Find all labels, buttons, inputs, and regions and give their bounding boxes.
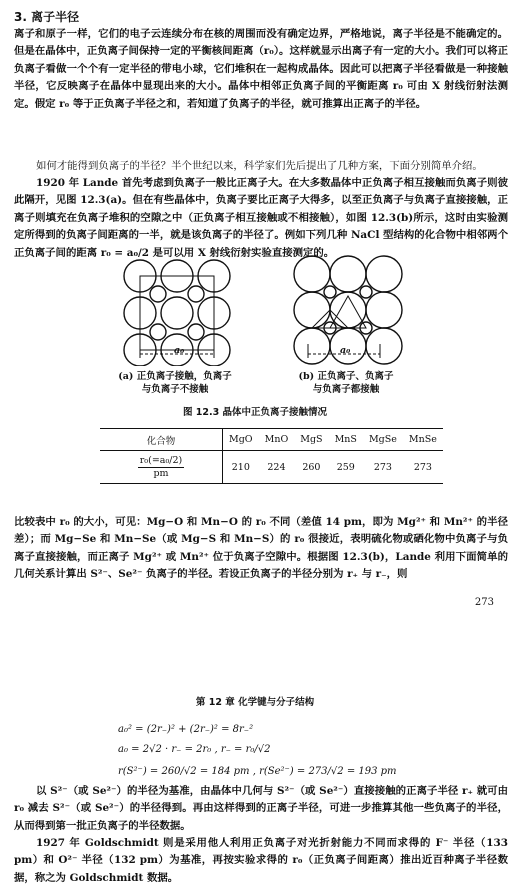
table-cell: MgS — [294, 429, 328, 451]
table-cell: 260 — [294, 451, 328, 484]
table-cell: 224 — [259, 451, 295, 484]
figure-caption: 图 12.3 晶体中正负离子接触情况 — [182, 407, 328, 418]
row-label-denominator: pm — [153, 467, 169, 479]
section-title: 3. 离子半径 — [14, 10, 80, 24]
lande-paragraph: 1920 年 Lande 首先考虑到负离子一般比正离子大。在大多数晶体中正负离子相互接触而负离子则彼此隔开，见图 12.3(a)。但在有些晶体中，负离子要比正离子大得多，以至正负离子与负离子直接接触，正离子则填充在负离子堆积的空隙之中（正负离子相互接触或不相接触），如图 12.3(b)所示，这时由实验测定所得到的负离子间距离的一半，就是该负离子的半径了。例如下列几种 NaCl 型结构的化合物中相邻两个正负离子间的距离 r₀ = a₀/2 是可以用 X 射线衍射实验直接测定的。 — [14, 177, 508, 259]
intro-paragraph: 离子和原子一样，它们的电子云连续分布在核的周围而没有确定边界，严格地说，离子半径是不能确定的。但是在晶体中，正负离子间保持一定的平衡核间距离（r₀）。这样就显示出离子有一定的大小。我们可以将正负离子看做一个个有一定半径的带电小球，它们堆积在一起构成晶体。因此可以把离子半径看做是一种接触半径，它反映离子在晶体中显现出来的大小。晶体中相邻正负离子间的平衡距离 r₀ 可由 X 射线衍射法测定。假定 r₀ 等于正负离子半径之和，若知道了负离子的半径，就可推算出正离子的半径。 — [14, 28, 508, 110]
figure-b-caption-line1: (b) 正负离子、负离子 — [298, 371, 394, 382]
table-header-row — [100, 429, 443, 451]
base-paragraph: 以 S²⁻（或 Se²⁻）的半径为基准，由晶体中几何与 S²⁻（或 Se²⁻）直接接触的正离子半径 r₊ 就可由 r₀ 减去 S²⁻（或 Se²⁻）的半径得到。再由这样得到的正离子半径，可进一步推算其他一些负离子的半径，从而得到第一批正负离子的半径数据。 — [14, 785, 508, 832]
goldschmidt-paragraph: 1927 年 Goldschmidt 则是采用他人利用正负离子对光折射能力不同而求得的 F⁻ 半径（133 pm）和 O²⁻ 半径（132 pm）为基准，再按实验求得的 r₀（正负离子间距离）推出近百种离子半径数据，称之为 Goldschmidt 数据。 — [14, 837, 508, 884]
figure-a-caption-line1: (a) 正负离子接触，负离子 — [118, 371, 232, 382]
table-cell: 273 — [363, 451, 403, 484]
figure-a-caption — [100, 370, 250, 396]
comparison-paragraph: 比较表中 r₀ 的大小，可见：Mg−O 和 Mn−O 的 r₀ 不同（差值 14 pm，即为 Mg²⁺ 和 Mn²⁺ 的半径差）；而 Mg−Se 和 Mn−Se（或 Mg−S 和 Mn−S）的 r₀ 很接近，表明硫化物或硒化物中负离子与负离子直接接触，而正离子 Mg²⁺ 或 Mn²⁺ 位于负离子空隙中。根据图 12.3(b)，Lande 利用下面简单的几何关系计算出 S²⁻、Se²⁻ 负离子的半径。若设正负离子的半径分别为 r₊ 与 r₋，则 — [14, 516, 508, 581]
figure-a-dim-label: a₀ — [174, 345, 185, 356]
table-cell: 273 — [403, 451, 443, 484]
table-cell: MnS — [329, 429, 363, 451]
table-cell: 210 — [223, 451, 259, 484]
page-number: 273 — [474, 597, 494, 608]
figure-b-caption-line2: 与负离子都接触 — [312, 384, 380, 395]
running-header: 第 12 章 化学键与分子结构 — [195, 697, 315, 708]
figure-b-dim-label: a₀ — [340, 345, 351, 356]
table-header-label: 化合物 — [100, 429, 223, 451]
equation-2: a₀ = 2√2 · r₋ = 2r₀ , r₋ = r₀/√2 — [118, 744, 271, 755]
question-paragraph: 如何才能得到负离子的半径？半个世纪以来，科学家们先后提出了几种方案，下面分别简单介绍。 — [36, 160, 483, 172]
table-cell: MnO — [259, 429, 295, 451]
r0-table — [100, 428, 443, 484]
table-cell: MnSe — [403, 429, 443, 451]
table-row-label — [100, 451, 223, 484]
table-row — [100, 451, 443, 484]
page-274 — [0, 640, 510, 884]
table-cell: MgSe — [363, 429, 403, 451]
equation-3: r(S²⁻) = 260/√2 = 184 pm , r(Se²⁻) = 273/√2 = 193 pm — [118, 766, 397, 777]
equation-1: a₀² = (2r₋)² + (2r₋)² = 8r₋² — [118, 724, 254, 735]
figure-a-caption-line2: 与负离子不接触 — [141, 384, 209, 395]
table-cell: MgO — [223, 429, 259, 451]
row-label-fraction — [138, 455, 184, 480]
table-cell: 259 — [329, 451, 363, 484]
row-label-numerator: r₀(=a₀/2) — [139, 454, 183, 466]
figure-b-caption — [276, 370, 416, 396]
